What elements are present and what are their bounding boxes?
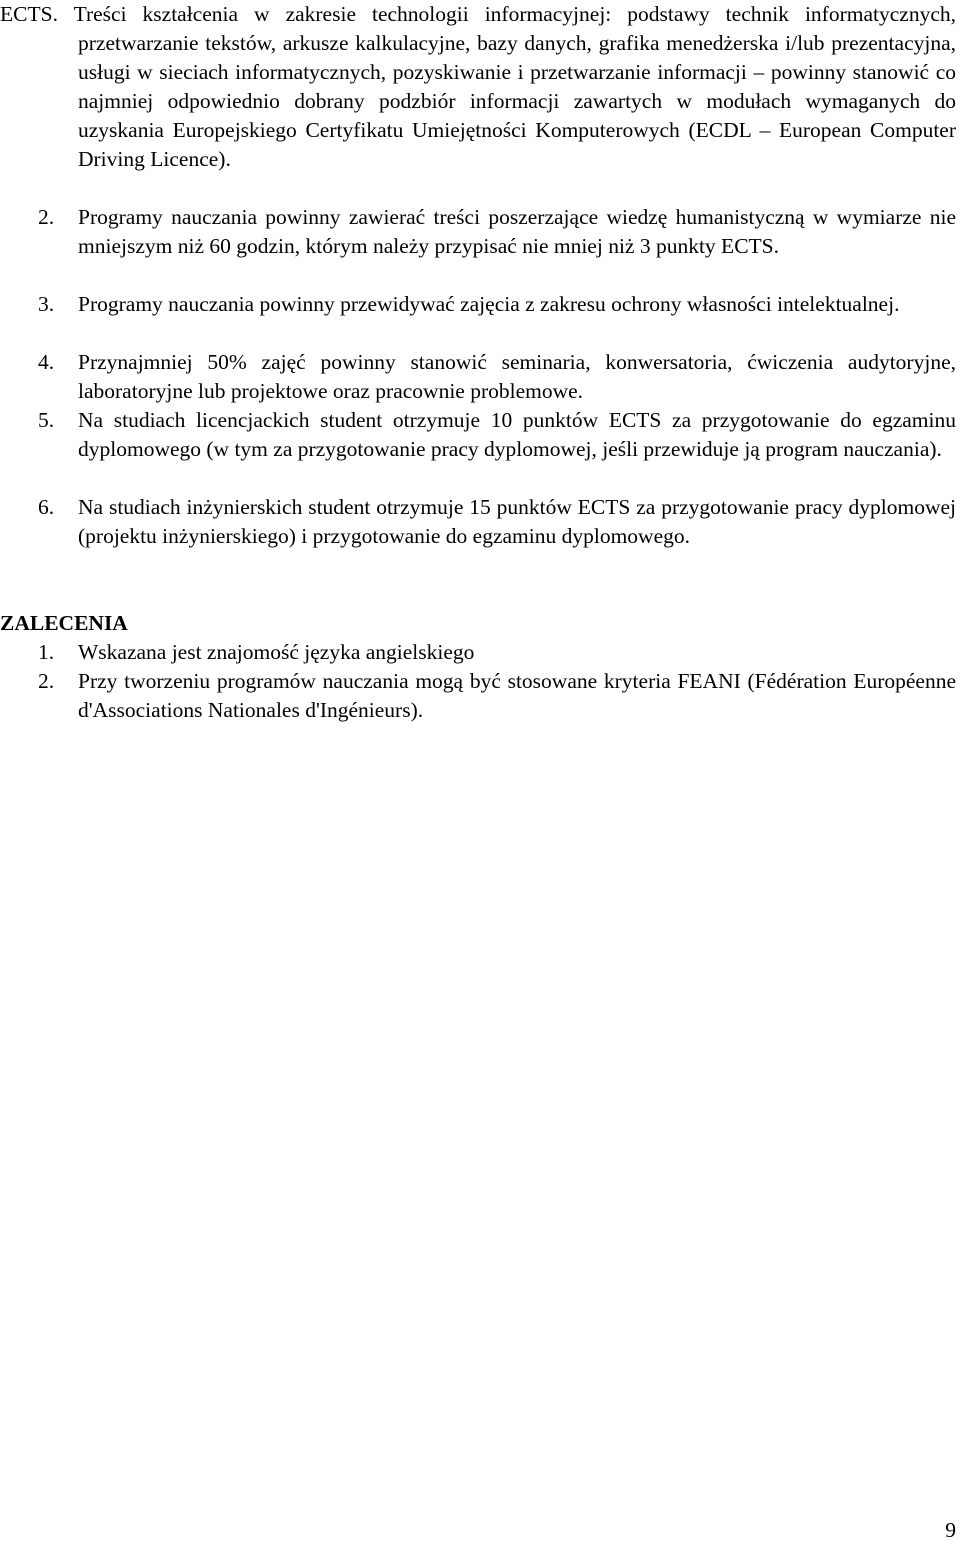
recommendation-item xyxy=(38,667,956,725)
list-item-text: Programy nauczania powinny zawierać treści poszerzające wiedzę humanistyczną w wymiarze nie mniejszym niż 60 godzin, którym należy przypisać nie mniej niż 3 punkty ECTS. xyxy=(78,205,956,258)
recommendation-text: Wskazana jest znajomość języka angielskiego xyxy=(78,640,475,664)
list-item-text: Na studiach licencjackich student otrzymuje 10 punktów ECTS za przygotowanie do egzaminu dyplomowego (w tym za przygotowanie pracy dyplomowej, jeśli przewiduje ją program nauczania). xyxy=(78,408,956,461)
list-item-number: 3. xyxy=(38,292,55,316)
recommendation-item xyxy=(38,638,956,667)
list-item-number: 4. xyxy=(38,350,55,374)
continued-lead: ECTS. xyxy=(0,2,58,26)
list-item-number: 5. xyxy=(38,408,55,432)
section-heading: ZALECENIA xyxy=(0,611,128,635)
list-item-number: 6. xyxy=(38,495,55,519)
list-item xyxy=(38,290,956,319)
recommendation-text: Przy tworzeniu programów nauczania mogą być stosowane kryteria FEANI (Fédération Européenne d'Associations Nationales d'Ingénieurs). xyxy=(78,669,956,722)
continued-text: Treści kształcenia w zakresie technologii informacyjnej: podstawy technik informatycznych, przetwarzanie tekstów, arkusze kalkulacyjne, bazy danych, grafika menedżerska i/lub prezentacyjna, usługi w sieciach informatycznych, pozyskiwanie i przetwarzanie informacji – powinny stanowić co najmniej odpowiednio dobrany podzbiór informacji zawartych w modułach wymaganych do uzyskania Europejskiego Certyfikatu Umiejętności Komputerowych (ECDL – European Computer Driving Licence). xyxy=(73,2,956,171)
list-item xyxy=(38,493,956,551)
list-item xyxy=(38,406,956,464)
recommendation-number: 2. xyxy=(38,669,55,693)
list-item xyxy=(38,348,956,406)
list-item-number: 2. xyxy=(38,205,55,229)
continued-paragraph xyxy=(0,0,956,174)
list-item-text: Na studiach inżynierskich student otrzymuje 15 punktów ECTS za przygotowanie pracy dyplomowej (projektu inżynierskiego) i przygotowanie do egzaminu dyplomowego. xyxy=(78,495,956,548)
list-item xyxy=(38,203,956,261)
list-item-text: Programy nauczania powinny przewidywać zajęcia z zakresu ochrony własności intelektualnej. xyxy=(78,292,900,316)
list-item-text: Przynajmniej 50% zajęć powinny stanowić seminaria, konwersatoria, ćwiczenia audytoryjne, laboratoryjne lub projektowe oraz pracownie problemowe. xyxy=(78,350,956,403)
page-number: 9 xyxy=(945,1518,956,1542)
recommendation-number: 1. xyxy=(38,640,55,664)
